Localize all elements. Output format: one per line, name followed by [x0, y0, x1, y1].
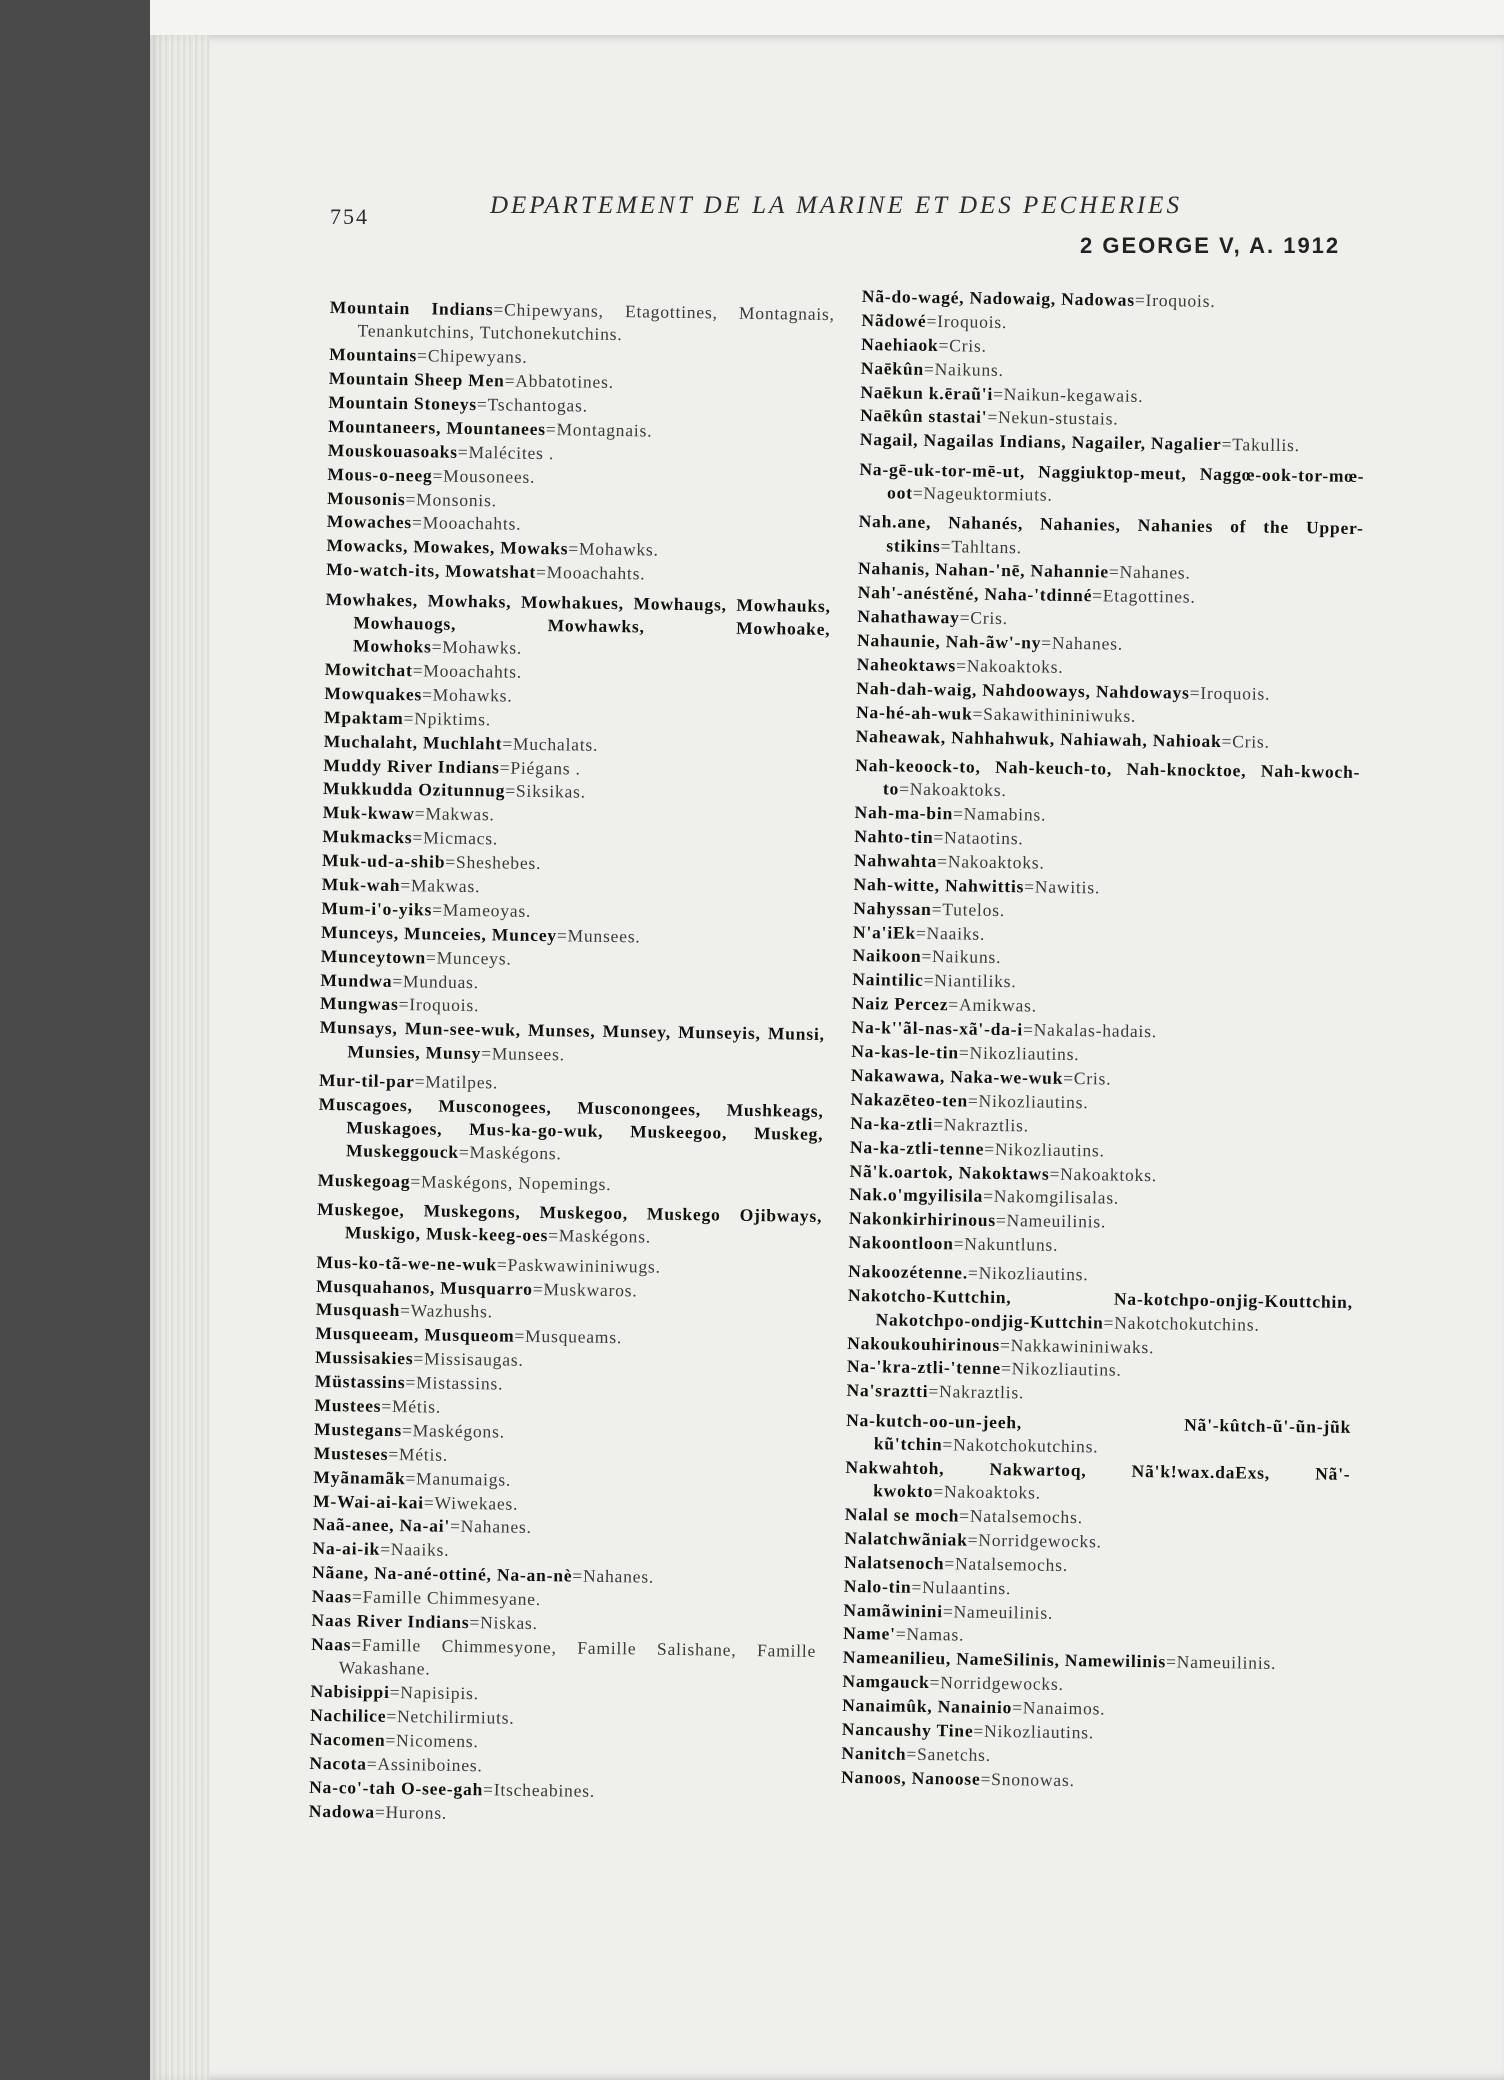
- entry-reference: =Cris.: [938, 334, 987, 356]
- entry-headword: Nakazēteo-ten: [850, 1088, 969, 1111]
- entry-headword: Myãnamãk: [313, 1466, 406, 1488]
- entry-headword: Mountain Stoneys: [328, 391, 478, 415]
- entry-reference: =Nahanes.: [449, 1516, 532, 1538]
- entry-headword: Nakoozétenne.: [848, 1261, 969, 1284]
- entry-headword: M-Wai-ai-kai: [313, 1490, 425, 1512]
- entry-headword: Mukkudda Ozitunnug: [322, 778, 506, 801]
- entry-reference: =Nikozliautins.: [967, 1090, 1089, 1113]
- entry-reference: =Naikun-kegawais.: [992, 383, 1144, 406]
- entry-headword: Nachilice: [310, 1704, 387, 1726]
- entry-reference: =Nakotchokutchins.: [1103, 1312, 1260, 1335]
- entry-reference: =Nikozliautins.: [1000, 1358, 1122, 1381]
- index-entry: [855, 754, 1361, 808]
- entry-reference: =Iroquois.: [398, 994, 480, 1016]
- entry-reference: =Nulaantins.: [911, 1576, 1012, 1598]
- entry-reference: =Niantiliks.: [923, 970, 1017, 992]
- entry-headword: Na-kas-le-tin: [851, 1040, 960, 1063]
- entry-reference: =Munsees.: [556, 925, 641, 947]
- entry-reference: =Nakkawininiwaks.: [999, 1334, 1155, 1357]
- entry-headword: Nacota: [309, 1752, 367, 1774]
- entry-headword: Na-co'-tah O-see-gah: [309, 1776, 484, 1799]
- entry-reference: =Micmacs.: [412, 827, 499, 849]
- entry-headword: Naēkûn stastai': [860, 405, 988, 428]
- page-number: 754: [330, 204, 369, 229]
- entry-reference: =Snonowas.: [980, 1768, 1075, 1790]
- entry-headword: Na-k''ãl-nas-xã'-da-i: [851, 1017, 1024, 1040]
- entry-headword: Na-ai-ik: [312, 1538, 381, 1560]
- entry-reference: =Cris.: [959, 607, 1009, 629]
- entry-reference: =Musqueams.: [514, 1325, 623, 1348]
- entry-reference: =Namas.: [895, 1624, 965, 1646]
- entry-reference: =Munsees.: [481, 1042, 565, 1064]
- entry-headword: Nakotcho-Kuttchin, Na-kotchpo-onjig-Kouttchin, Nakotchpo-ondjig-Kuttchin: [847, 1285, 1353, 1333]
- entry-reference: =Nicomens.: [385, 1729, 479, 1752]
- entry-reference: =Nakotchokutchins.: [942, 1434, 1099, 1457]
- entry-headword: Nãdowé: [861, 309, 927, 331]
- running-title: DEPARTEMENT DE LA MARINE ET DES PECHERIES: [490, 192, 1182, 219]
- entry-headword: Mowhakes, Mowhaks, Mowhakues, Mowhaugs, Mowhauks, Mowhauogs, Mowhawks, Mowhoake, Mowhoks: [325, 588, 831, 657]
- entry-reference: =Norridgewocks.: [929, 1672, 1064, 1695]
- entry-reference: =Chipewyans.: [416, 345, 528, 367]
- index-entry: [317, 1198, 823, 1252]
- entry-headword: Mousonis: [327, 487, 406, 509]
- entry-reference: =Maskégons, Nopemings.: [410, 1170, 612, 1194]
- entry-headword: Naintilic: [852, 969, 924, 991]
- entry-headword: Nãane, Na-ané-ottiné, Na-an-nè: [312, 1562, 573, 1586]
- entry-headword: Naas: [311, 1585, 353, 1607]
- index-entry: [319, 1016, 825, 1070]
- entry-reference: =Maskégons.: [401, 1419, 505, 1442]
- entry-headword: Mustees: [314, 1394, 382, 1416]
- entry-headword: Naas River Indians: [311, 1609, 470, 1633]
- entry-headword: Naas: [311, 1633, 352, 1655]
- entry-headword: Na-hé-ah-wuk: [855, 701, 973, 724]
- entry-headword: Nalatchwãniak: [844, 1527, 968, 1550]
- entry-reference: =Famille Chimmesyane.: [351, 1586, 542, 1610]
- entry-headword: Munceytown: [320, 945, 427, 968]
- entry-headword: Musquahanos, Musquarro: [316, 1275, 533, 1299]
- entry-reference: =Abbatotines.: [504, 370, 614, 393]
- page-top-band: [150, 0, 1504, 40]
- entry-reference: =Piégans .: [499, 756, 581, 779]
- entry-headword: Namgauck: [842, 1671, 930, 1693]
- entry-reference: =Natalsemochs.: [944, 1553, 1069, 1575]
- entry-reference: =Hurons.: [374, 1801, 448, 1823]
- entry-headword: Nã'k.oartok, Nakoktaws: [849, 1160, 1050, 1184]
- entry-headword: Nahwahta: [853, 849, 938, 872]
- entry-reference: =Nakoaktoks.: [937, 851, 1045, 873]
- entry-headword: Naēkûn: [860, 357, 925, 379]
- entry-headword: Naiz Percez: [851, 993, 949, 1015]
- entry-reference: =Iroquois.: [1189, 682, 1271, 704]
- entry-reference: =Mousonees.: [432, 465, 536, 487]
- entry-headword: Nã-do-wagé, Nadowaig, Nadowas: [861, 285, 1136, 310]
- entry-headword: Mountain Indians: [329, 296, 494, 320]
- entry-reference: =Iroquois.: [926, 310, 1008, 332]
- entry-reference: =Sanetchs.: [906, 1743, 992, 1765]
- entry-headword: Na-kutch-oo-un-jeeh, Nã'-kûtch-ũ'-ũn-jũk kũ'tchin: [846, 1409, 1352, 1455]
- entry-headword: Nah-witte, Nahwittis: [853, 873, 1025, 897]
- entry-headword: Naã-anee, Na-ai': [312, 1514, 451, 1537]
- entry-reference: =Montagnais.: [545, 418, 653, 441]
- entry-reference: =Nikozliautins.: [984, 1138, 1105, 1161]
- entry-headword: Mountain Sheep Men: [328, 368, 505, 391]
- entry-reference: =Malécites .: [457, 441, 555, 463]
- entry-reference: =Tschantogas.: [476, 394, 588, 416]
- entry-reference: =Naaiks.: [915, 922, 986, 944]
- entry-headword: Nagail, Nagailas Indians, Nagailer, Nagalier: [859, 429, 1222, 455]
- entry-headword: Nalo-tin: [843, 1575, 912, 1597]
- entry-reference: =Naikuns.: [923, 358, 1004, 380]
- entry-reference: =Etagottines.: [1092, 585, 1196, 607]
- entry-reference: =Matilpes.: [414, 1071, 499, 1093]
- entry-reference: =Famille Chimmesyone, Famille Salishane, Famille Wakashane.: [338, 1634, 817, 1679]
- entry-reference: =Métis.: [381, 1395, 442, 1417]
- entry-headword: Muddy River Indians: [323, 754, 500, 777]
- entry-reference: =Manumaigs.: [405, 1467, 512, 1490]
- entry-reference: =Nawitis.: [1024, 876, 1101, 898]
- entry-headword: Name': [843, 1623, 896, 1645]
- entry-headword: Munsays, Mun-see-wuk, Munses, Munsey, Munseyis, Munsi, Munsies, Munsy: [319, 1017, 825, 1063]
- entry-headword: Nakoontloon: [848, 1232, 954, 1254]
- entry-reference: =Mameoyas.: [432, 899, 532, 921]
- entry-headword: Muchalaht, Muchlaht: [323, 730, 503, 754]
- entry-reference: =Wiwekaes.: [423, 1491, 519, 1514]
- session-label: 2 GEORGE V, A. 1912: [1080, 233, 1341, 258]
- entry-headword: Naheoktaws: [856, 653, 957, 676]
- entry-headword: Nancaushy Tine: [841, 1718, 974, 1741]
- index-entry: [317, 1169, 822, 1199]
- entry-headword: Mpaktam: [323, 706, 404, 728]
- entry-reference: =Nanaimos.: [1012, 1697, 1106, 1719]
- entry-headword: Nakoukouhirinous: [847, 1332, 1001, 1355]
- entry-reference: =Nakoaktoks.: [899, 778, 1007, 801]
- entry-headword: Na-'kra-ztli-'tenne: [846, 1356, 1002, 1379]
- entry-reference: =Sheshebes.: [445, 851, 542, 874]
- entry-headword: Nalatsenoch: [844, 1551, 945, 1574]
- entry-headword: Mum-i'o-yiks: [321, 897, 433, 920]
- entry-reference: =Nakoaktoks.: [955, 655, 1064, 677]
- entry-reference: =Sakawithininiwuks.: [972, 703, 1137, 726]
- entry-headword: Musteses: [313, 1442, 389, 1464]
- entry-reference: =Missisaugas.: [413, 1348, 524, 1370]
- entry-reference: =Monsonis.: [405, 488, 497, 510]
- entry-headword: Naēkun k.ēraũ'i: [860, 381, 994, 404]
- entry-headword: Musquash: [315, 1299, 401, 1321]
- entry-reference: =Amikwas.: [948, 994, 1038, 1016]
- entry-reference: =Chipewyans, Etagottines, Montagnais, Tenankutchins, Tutchonekutchins.: [357, 299, 835, 345]
- entry-reference: =Iroquois.: [1134, 289, 1216, 311]
- entry-reference: =Netchilirmiuts.: [386, 1705, 515, 1728]
- entry-reference: =Assiniboines.: [366, 1753, 483, 1775]
- entry-headword: Nah-dah-waig, Nahdooways, Nahdoways: [856, 677, 1190, 703]
- entry-headword: Mundwa: [320, 969, 393, 991]
- entry-headword: Muk-wah: [321, 873, 401, 896]
- entry-headword: Nakonkirhirinous: [848, 1208, 997, 1231]
- entry-headword: Muskegoag: [317, 1169, 411, 1191]
- entry-reference: =Nakuntluns.: [953, 1233, 1059, 1256]
- entry-headword: Nalal se moch: [844, 1503, 960, 1526]
- entry-reference: =Cris.: [1221, 730, 1270, 752]
- entry-headword: Mous-o-neeg: [327, 463, 433, 486]
- entry-headword: Nahyssan: [853, 897, 932, 919]
- entry-reference: =Itscheabines.: [482, 1778, 596, 1801]
- entry-reference: =Naikuns.: [921, 946, 1002, 968]
- entry-headword: Mus-ko-tã-we-ne-wuk: [316, 1251, 498, 1275]
- entry-reference: =Métis.: [388, 1443, 449, 1465]
- entry-headword: Mur-til-par: [318, 1069, 415, 1092]
- entry-headword: Nah-keoock-to, Nah-keuch-to, Nah-knocktoe, Nah-kwoch-to: [855, 754, 1361, 799]
- right-column: [841, 285, 1367, 1797]
- index-entry: [845, 1456, 1351, 1510]
- entry-reference: =Norridgewocks.: [967, 1529, 1102, 1552]
- entry-headword: Na-gē-uk-tor-mē-ut, Naggiuktop-meut, Naggœ-ook-tor-mœ-oot: [859, 458, 1365, 503]
- entry-headword: Nakwahtoh, Nakwartoq, Nã'k!wax.daExs, Nã'-kwokto: [845, 1456, 1351, 1502]
- entry-headword: Nanoos, Nanoose: [841, 1766, 981, 1789]
- entry-headword: Musqueeam, Musqueom: [315, 1323, 515, 1346]
- entry-headword: Mowaches: [326, 511, 413, 533]
- index-entry: [329, 296, 835, 350]
- entry-reference: =Maskégons.: [548, 1225, 652, 1247]
- entry-reference: =Maskégons.: [458, 1142, 562, 1164]
- entry-reference: =Munceys.: [425, 947, 512, 969]
- entry-reference: =Tahltans.: [940, 535, 1023, 557]
- entry-headword: Na'sraztti: [846, 1380, 929, 1402]
- entry-headword: Mukmacks: [322, 826, 413, 848]
- entry-reference: =Naaiks.: [380, 1539, 450, 1561]
- entry-headword: Mountaneers, Mountanees: [328, 415, 547, 439]
- entry-reference: =Mooachahts.: [535, 562, 646, 584]
- entry-headword: Munceys, Munceies, Muncey: [320, 921, 558, 946]
- entry-reference: =Npiktims.: [403, 707, 492, 730]
- entry-reference: =Nikozliautins.: [973, 1720, 1095, 1743]
- entry-reference: =Nakomgilisalas.: [983, 1186, 1120, 1209]
- entry-reference: =Nakoaktoks.: [1049, 1163, 1158, 1185]
- entry-headword: Müstassins: [314, 1370, 406, 1393]
- page-header: [330, 192, 1350, 232]
- entry-reference: =Nahanes.: [572, 1565, 655, 1587]
- entry-reference: =Nahanes.: [1108, 561, 1191, 584]
- entry-reference: =Nakraztlis.: [928, 1381, 1025, 1403]
- entry-headword: Mungwas: [319, 993, 399, 1015]
- page-edge-stack: [150, 35, 210, 2080]
- entry-headword: Nakawawa, Naka-we-wuk: [850, 1064, 1064, 1088]
- entry-reference: =Nikozliautins.: [958, 1042, 1080, 1065]
- entry-reference: =Wazhushs.: [399, 1300, 493, 1322]
- entry-headword: Nahathaway: [857, 606, 960, 628]
- entry-headword: Mowquakes: [324, 682, 423, 705]
- index-entry: [847, 1284, 1353, 1338]
- index-entry: [318, 1093, 824, 1170]
- entry-headword: Mouskouasoaks: [327, 439, 459, 462]
- entry-reference: =Muskwaros.: [532, 1278, 638, 1300]
- entry-reference: =Napisipis.: [389, 1682, 480, 1704]
- entry-reference: =Makwas.: [414, 803, 495, 825]
- entry-headword: Nah-ma-bin: [854, 802, 954, 824]
- entry-headword: Mo-watch-its, Mowatshat: [326, 559, 537, 583]
- entry-headword: Nah.ane, Nahanés, Nahanies, Nahanies of the Upper-stikins: [858, 511, 1364, 556]
- entry-reference: =Nikozliautins.: [967, 1263, 1089, 1285]
- entry-reference: =Mohawks.: [421, 684, 513, 706]
- entry-reference: =Mohawks.: [568, 538, 659, 560]
- index-entry: [859, 458, 1365, 512]
- entry-headword: Nahaunie, Nah-ãw'-ny: [856, 630, 1042, 653]
- index-entry: [325, 587, 831, 664]
- entry-reference: =Nageuktormiuts.: [912, 482, 1053, 505]
- entry-reference: =Niskas.: [469, 1612, 538, 1633]
- entry-headword: Nanaimûk, Nanainio: [842, 1694, 1013, 1718]
- entry-reference: =Nameuilinis.: [942, 1600, 1054, 1623]
- index-entry: [846, 1409, 1352, 1463]
- entry-headword: Nahto-tin: [854, 825, 934, 848]
- entry-reference: =Tutelos.: [931, 898, 1006, 920]
- entry-headword: Nacomen: [309, 1728, 386, 1750]
- entry-reference: =Nameuilinis.: [995, 1210, 1107, 1232]
- entry-reference: =Nakalas-hadais.: [1022, 1019, 1158, 1042]
- entry-headword: Muskegoe, Muskegons, Muskegoo, Muskego Ojibways, Muskigo, Musk-keeg-oes: [317, 1198, 823, 1246]
- entry-headword: Naehiaok: [861, 333, 939, 355]
- entry-reference: =Nekun-stustais.: [987, 407, 1119, 430]
- index-entry: [311, 1633, 817, 1687]
- entry-headword: Naheawak, Nahhahwuk, Nahiawah, Nahioak: [855, 725, 1222, 751]
- entry-reference: =Mistassins.: [405, 1372, 504, 1394]
- entry-headword: Mowitchat: [324, 658, 413, 681]
- entry-headword: Mussisakies: [315, 1347, 414, 1369]
- entry-reference: =Mohawks.: [431, 636, 523, 658]
- entry-headword: Mowacks, Mowakes, Mowaks: [326, 535, 569, 559]
- entry-headword: Namãwinini: [843, 1599, 944, 1621]
- entry-headword: Na-ka-ztli-tenne: [849, 1136, 985, 1159]
- entry-headword: Mustegans: [314, 1418, 403, 1440]
- entry-headword: Nahanis, Nahan-'nē, Nahannie: [857, 558, 1110, 582]
- entry-reference: =Siksikas.: [505, 780, 587, 803]
- entry-reference: =Munduas.: [392, 970, 480, 992]
- entry-headword: Nadowa: [308, 1800, 376, 1822]
- entry-headword: Nabisippi: [310, 1680, 390, 1703]
- entry-reference: =Mooachahts.: [411, 512, 522, 535]
- entry-reference: =Namabins.: [952, 803, 1047, 825]
- entry-headword: Naikoon: [852, 945, 922, 967]
- entry-headword: Muk-kwaw: [322, 802, 415, 824]
- entry-headword: Nameanilieu, NameSilinis, Namewilinis: [842, 1647, 1167, 1672]
- entry-reference: =Nataotins.: [933, 827, 1024, 849]
- entry-reference: =Nameuilinis.: [1165, 1651, 1277, 1674]
- index-entry: [858, 510, 1364, 564]
- entry-reference: =Makwas.: [400, 875, 481, 897]
- entry-headword: Nah'-anéstěné, Naha-'tdinné: [857, 582, 1093, 606]
- entry-reference: =Nakraztlis.: [933, 1113, 1030, 1136]
- entry-reference: =Mooachahts.: [412, 660, 523, 682]
- entry-headword: Muscagoes, Musconogees, Musconongees, Mushkeags, Muskagoes, Mus-ka-go-wuk, Muskeegoo, Muskeg, Muskeggouck: [318, 1093, 824, 1163]
- entry-headword: Mountains: [329, 344, 418, 366]
- left-column: [309, 296, 835, 1830]
- entry-reference: =Muchalats.: [502, 733, 599, 755]
- entry-headword: N'a'iEk: [852, 921, 917, 943]
- entry-reference: =Paskwawininiwugs.: [496, 1254, 661, 1277]
- entry-reference: =Nahanes.: [1041, 632, 1124, 654]
- entry-reference: =Cris.: [1063, 1067, 1112, 1089]
- entry-reference: =Takullis.: [1221, 434, 1301, 456]
- entry-headword: Nanitch: [841, 1742, 907, 1764]
- entry-headword: Muk-ud-a-shib: [321, 850, 446, 872]
- entry-headword: Na-ka-ztli: [850, 1112, 934, 1134]
- entry-reference: =Nakoaktoks.: [933, 1481, 1041, 1503]
- entry-headword: Nak.o'mgyilisila: [849, 1184, 984, 1207]
- entry-reference: =Natalsemochs.: [959, 1505, 1083, 1528]
